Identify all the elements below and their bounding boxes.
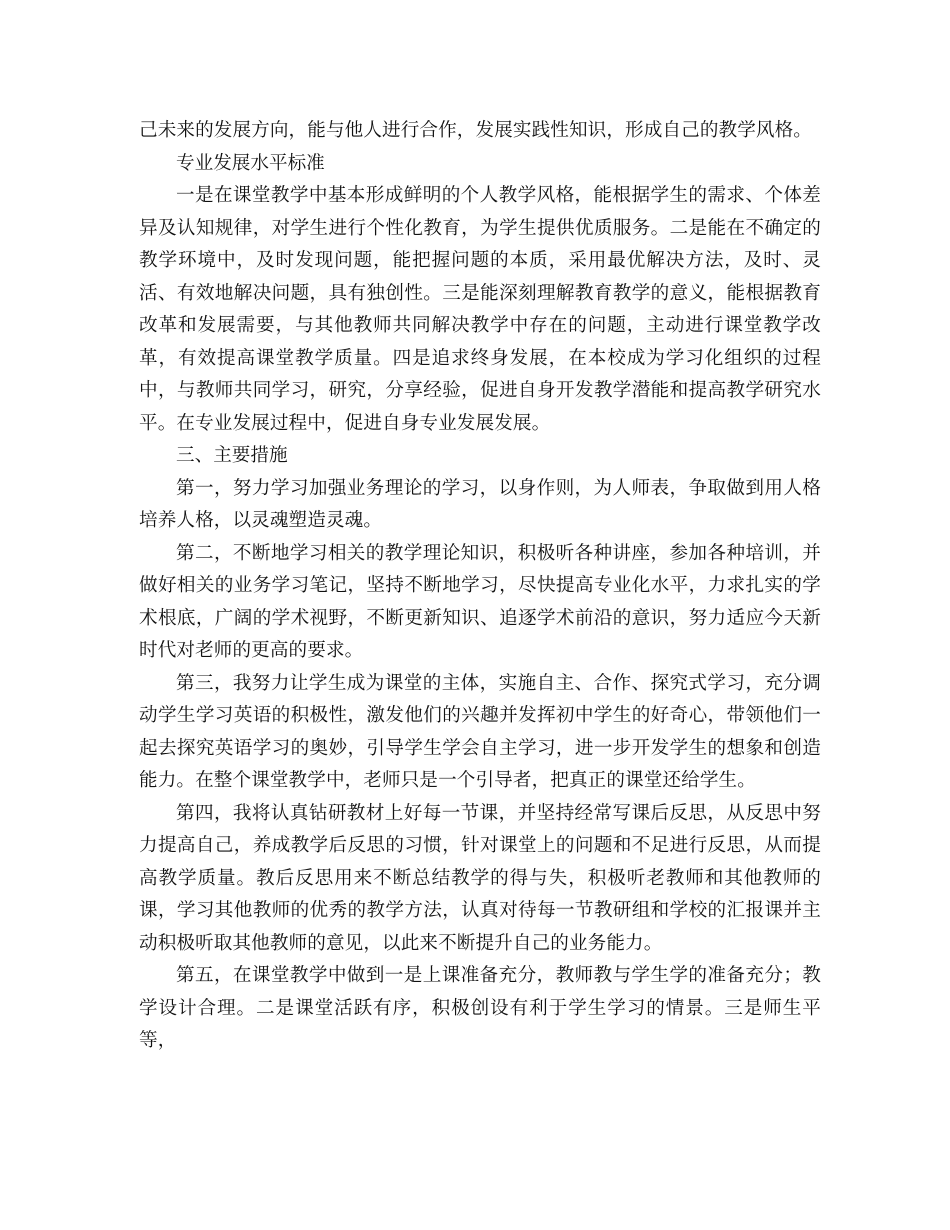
paragraph-continuation: 己未来的发展方向，能与他人进行合作，发展实践性知识，形成自己的教学风格。: [139, 120, 812, 141]
paragraph-measure-one: 第一，努力学习加强业务理论的学习，以身作则，为人师表，争取做到用人格培养人格，以灵魂塑造灵魂。: [139, 477, 821, 531]
document-body: [139, 115, 821, 1058]
paragraph-measure-four: 第四，我将认真钻研教材上好每一节课，并坚持经常写课后反思，从反思中努力提高自己，养成教学后反思的习惯，针对课堂上的问题和不足进行反思，从而提高教学质量。教后反思用来不断总结教学的得与失，积极听老教师和其他教师的课，学习其他教师的优秀的教学方法，认真对待每一节教研组和学校的汇报课并主动积极听取其他教师的意见，以此来不断提升自己的业务能力。: [139, 802, 821, 954]
section-heading-professional-standard: 专业发展水平标准: [176, 152, 325, 174]
paragraph-measure-three: 第三，我努力让学生成为课堂的主体，实施自主、合作、探究式学习，充分调动学生学习英语的积极性，激发他们的兴趣并发挥初中学生的好奇心，带领他们一起去探究英语学习的奥妙，引导学生学会自主学习，进一步开发学生的想象和创造能力。在整个课堂教学中，老师只是一个引导者，把真正的课堂还给学生。: [139, 672, 821, 791]
paragraph-measure-two: 第二，不断地学习相关的教学理论知识，积极听各种讲座，参加各种培训，并做好相关的业务学习笔记，坚持不断地学习，尽快提高专业化水平，力求扎实的学术根底，广阔的学术视野，不断更新知识、追逐学术前沿的意识，努力适应今天新时代对老师的更高的要求。: [139, 542, 821, 661]
paragraph-standard-details: 一是在课堂教学中基本形成鲜明的个人教学风格，能根据学生的需求、个体差异及认知规律，对学生进行个性化教育，为学生提供优质服务。二是能在不确定的教学环境中，及时发现问题，能把握问题的本质，采用最优解决方法，及时、灵活、有效地解决问题，具有独创性。三是能深刻理解教育教学的意义，能根据教育改革和发展需要，与其他教师共同解决教学中存在的问题，主动进行课堂教学改革，有效提高课堂教学质量。四是追求终身发展，在本校成为学习化组织的过程中，与教师共同学习，研究，分享经验，促进自身开发教学潜能和提高教学研究水平。在专业发展过程中，促进自身专业发展发展。: [139, 185, 821, 434]
paragraph-measure-five: 第五，在课堂教学中做到一是上课准备充分，教师教与学生学的准备充分；教学设计合理。二是课堂活跃有序，积极创设有利于学生学习的情景。三是师生平等，: [139, 965, 821, 1051]
section-heading-main-measures: 三、主要措施: [176, 445, 288, 466]
